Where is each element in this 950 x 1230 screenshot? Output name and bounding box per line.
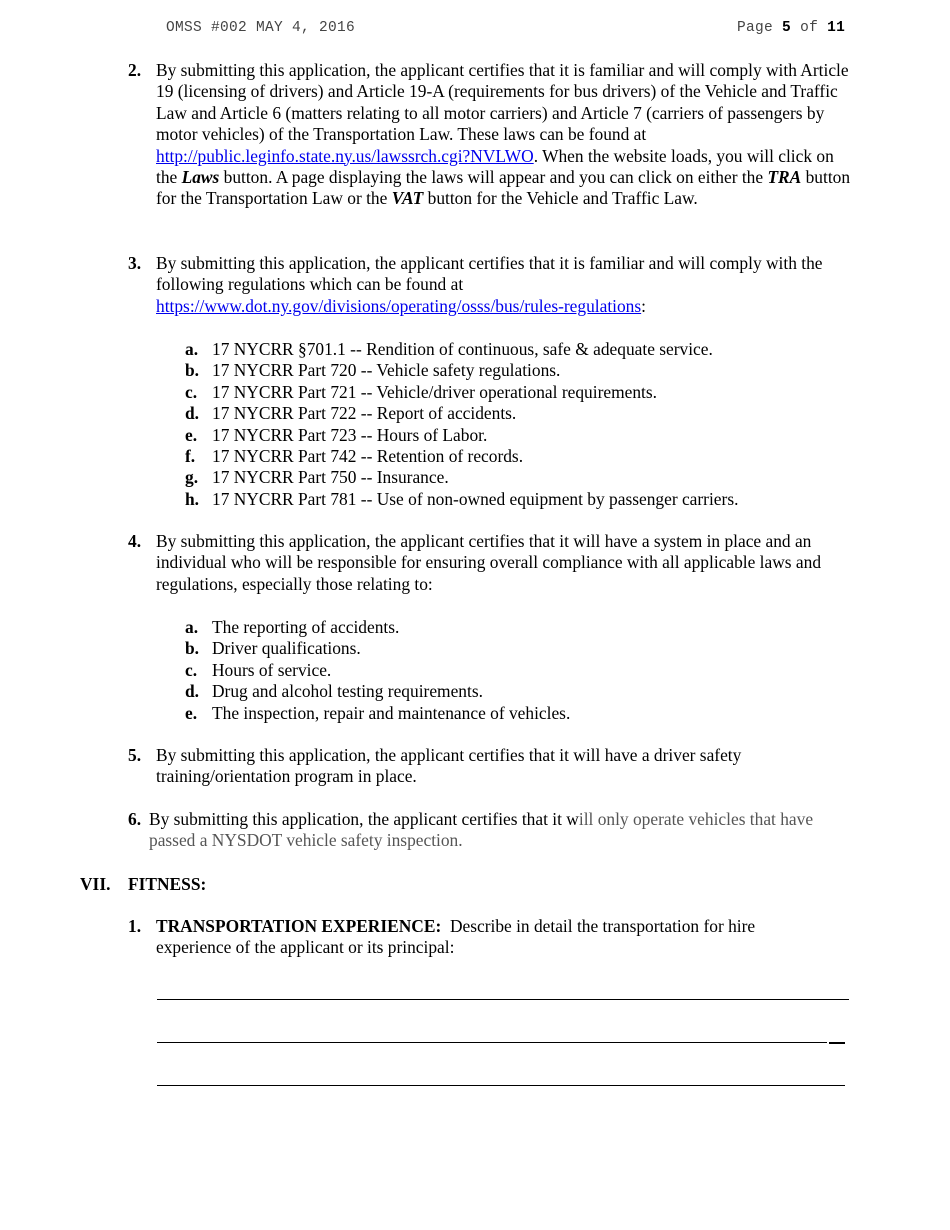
tra-label: TRA	[767, 167, 802, 188]
list-item	[185, 638, 865, 659]
item-text: Describe in detail the transportation for hire experience of the applicant or its principal:	[156, 916, 760, 958]
item-3	[128, 253, 853, 317]
item-text: By submitting this application, the applicant certifies that it w	[149, 809, 579, 829]
list-text: 17 NYCRR Part 723 -- Hours of Labor.	[212, 424, 488, 445]
list-item	[185, 617, 865, 638]
answer-line-1[interactable]	[157, 999, 849, 1000]
list-text: Driver qualifications.	[212, 638, 361, 659]
list-text: 17 NYCRR Part 721 -- Vehicle/driver operational requirements.	[212, 381, 657, 402]
list-letter: d.	[185, 681, 200, 702]
page-total: 11	[827, 20, 846, 36]
item-body	[149, 809, 833, 852]
list-item	[185, 403, 865, 424]
item-2	[128, 60, 853, 210]
laws-label: Laws	[181, 167, 220, 188]
list-item	[185, 467, 865, 488]
dot-regulations-link[interactable]: https://www.dot.ny.gov/divisions/operating/osss/bus/rules-regulations	[156, 295, 642, 316]
list-letter: a.	[185, 339, 199, 359]
compliance-list	[185, 617, 865, 724]
page-of: of	[800, 20, 819, 36]
item-body	[156, 60, 853, 210]
answer-line-3[interactable]	[157, 1085, 845, 1086]
list-text: 17 NYCRR Part 722 -- Report of accidents.	[212, 403, 517, 424]
page-current: 5	[782, 20, 792, 36]
list-letter: f.	[185, 445, 196, 466]
item-text: By submitting this application, the applicant certifies that it is familiar and will comply with the following regulations which can be found at	[156, 253, 823, 295]
item-number: 5.	[128, 745, 142, 765]
fitness-item-1	[128, 916, 778, 959]
item-number: 3.	[128, 253, 142, 273]
list-letter: b.	[185, 638, 200, 659]
list-item	[185, 446, 865, 467]
item-6	[128, 809, 833, 852]
list-item	[185, 660, 865, 681]
item-5	[128, 745, 808, 788]
item-body: By submitting this application, the applicant certifies that it will have a system in place and an individual who will be responsible for ensuring overall compliance with all applicable laws and regulations, especially those relating to:	[156, 531, 822, 594]
item-body: By submitting this application, the applicant certifies that it will have a driver safety training/orientation program in place.	[156, 745, 742, 787]
item-text: :	[641, 295, 646, 316]
list-text: Hours of service.	[212, 659, 332, 680]
section-number: VII.	[80, 874, 111, 894]
list-text: 17 NYCRR Part 720 -- Vehicle safety regulations.	[212, 360, 561, 381]
list-text: 17 NYCRR Part 750 -- Insurance.	[212, 467, 449, 488]
list-item	[185, 339, 865, 360]
item-text: button for the Transportation Law or the	[156, 167, 851, 209]
page-prefix: Page	[737, 20, 774, 36]
list-item	[185, 703, 865, 724]
item-text-faded: ill only operate vehicles that have passed a NYSDOT vehicle safety inspection.	[149, 809, 814, 851]
item-number: 4.	[128, 531, 142, 551]
header-form-id: OMSS #002 MAY 4, 2016	[166, 20, 356, 36]
list-item	[185, 382, 865, 403]
item-text: button. A page displaying the laws will appear and you can click on either the	[219, 167, 768, 188]
list-text: The inspection, repair and maintenance of vehicles.	[212, 702, 571, 723]
item-body	[156, 916, 778, 959]
item-number: 6.	[128, 809, 142, 829]
list-letter: c.	[185, 659, 198, 680]
list-item	[185, 681, 865, 702]
list-text: The reporting of accidents.	[212, 617, 400, 637]
list-text: 17 NYCRR Part 781 -- Use of non-owned equipment by passenger carriers.	[212, 488, 739, 509]
vat-label: VAT	[391, 188, 424, 209]
item-number: 1.	[128, 916, 142, 936]
item-body	[156, 253, 853, 317]
list-letter: d.	[185, 403, 200, 424]
list-letter: g.	[185, 467, 199, 488]
list-letter: e.	[185, 702, 198, 723]
list-item	[185, 489, 865, 510]
list-letter: c.	[185, 381, 198, 402]
item-text: By submitting this application, the applicant certifies that it is familiar and will comply with Article 19 (licensing of drivers) and Article 19-A (requirements for bus drivers) of the Vehicle and Traffic Law and Article 6 (matters relating to all motor carriers) and Article 7 (carriers of passengers by motor vehicles) of the Transportation Law. These laws can be found at	[156, 60, 849, 145]
list-text: 17 NYCRR Part 742 -- Retention of records.	[212, 445, 524, 466]
leginfo-link[interactable]: http://public.leginfo.state.ny.us/lawssrch.cgi?NVLWO	[156, 145, 534, 166]
item-text: . When the website loads, you will click on the	[156, 145, 834, 188]
list-text: 17 NYCRR §701.1 -- Rendition of continuous, safe & adequate service.	[212, 339, 713, 359]
answer-line-2[interactable]	[157, 1042, 827, 1043]
list-item	[185, 425, 865, 446]
list-letter: b.	[185, 360, 200, 381]
item-4	[128, 531, 853, 595]
item-label: TRANSPORTATION EXPERIENCE:	[156, 916, 442, 936]
item-text: button for the Vehicle and Traffic Law.	[423, 188, 698, 209]
regulations-list	[185, 339, 865, 510]
list-letter: h.	[185, 488, 200, 509]
item-number: 2.	[128, 60, 142, 80]
header-page-number	[737, 20, 845, 36]
list-text: Drug and alcohol testing requirements.	[212, 681, 483, 702]
list-letter: e.	[185, 424, 198, 445]
list-item	[185, 360, 865, 381]
section-title: FITNESS:	[128, 874, 207, 894]
list-letter: a.	[185, 617, 199, 637]
answer-line-2-tail	[829, 1042, 845, 1044]
